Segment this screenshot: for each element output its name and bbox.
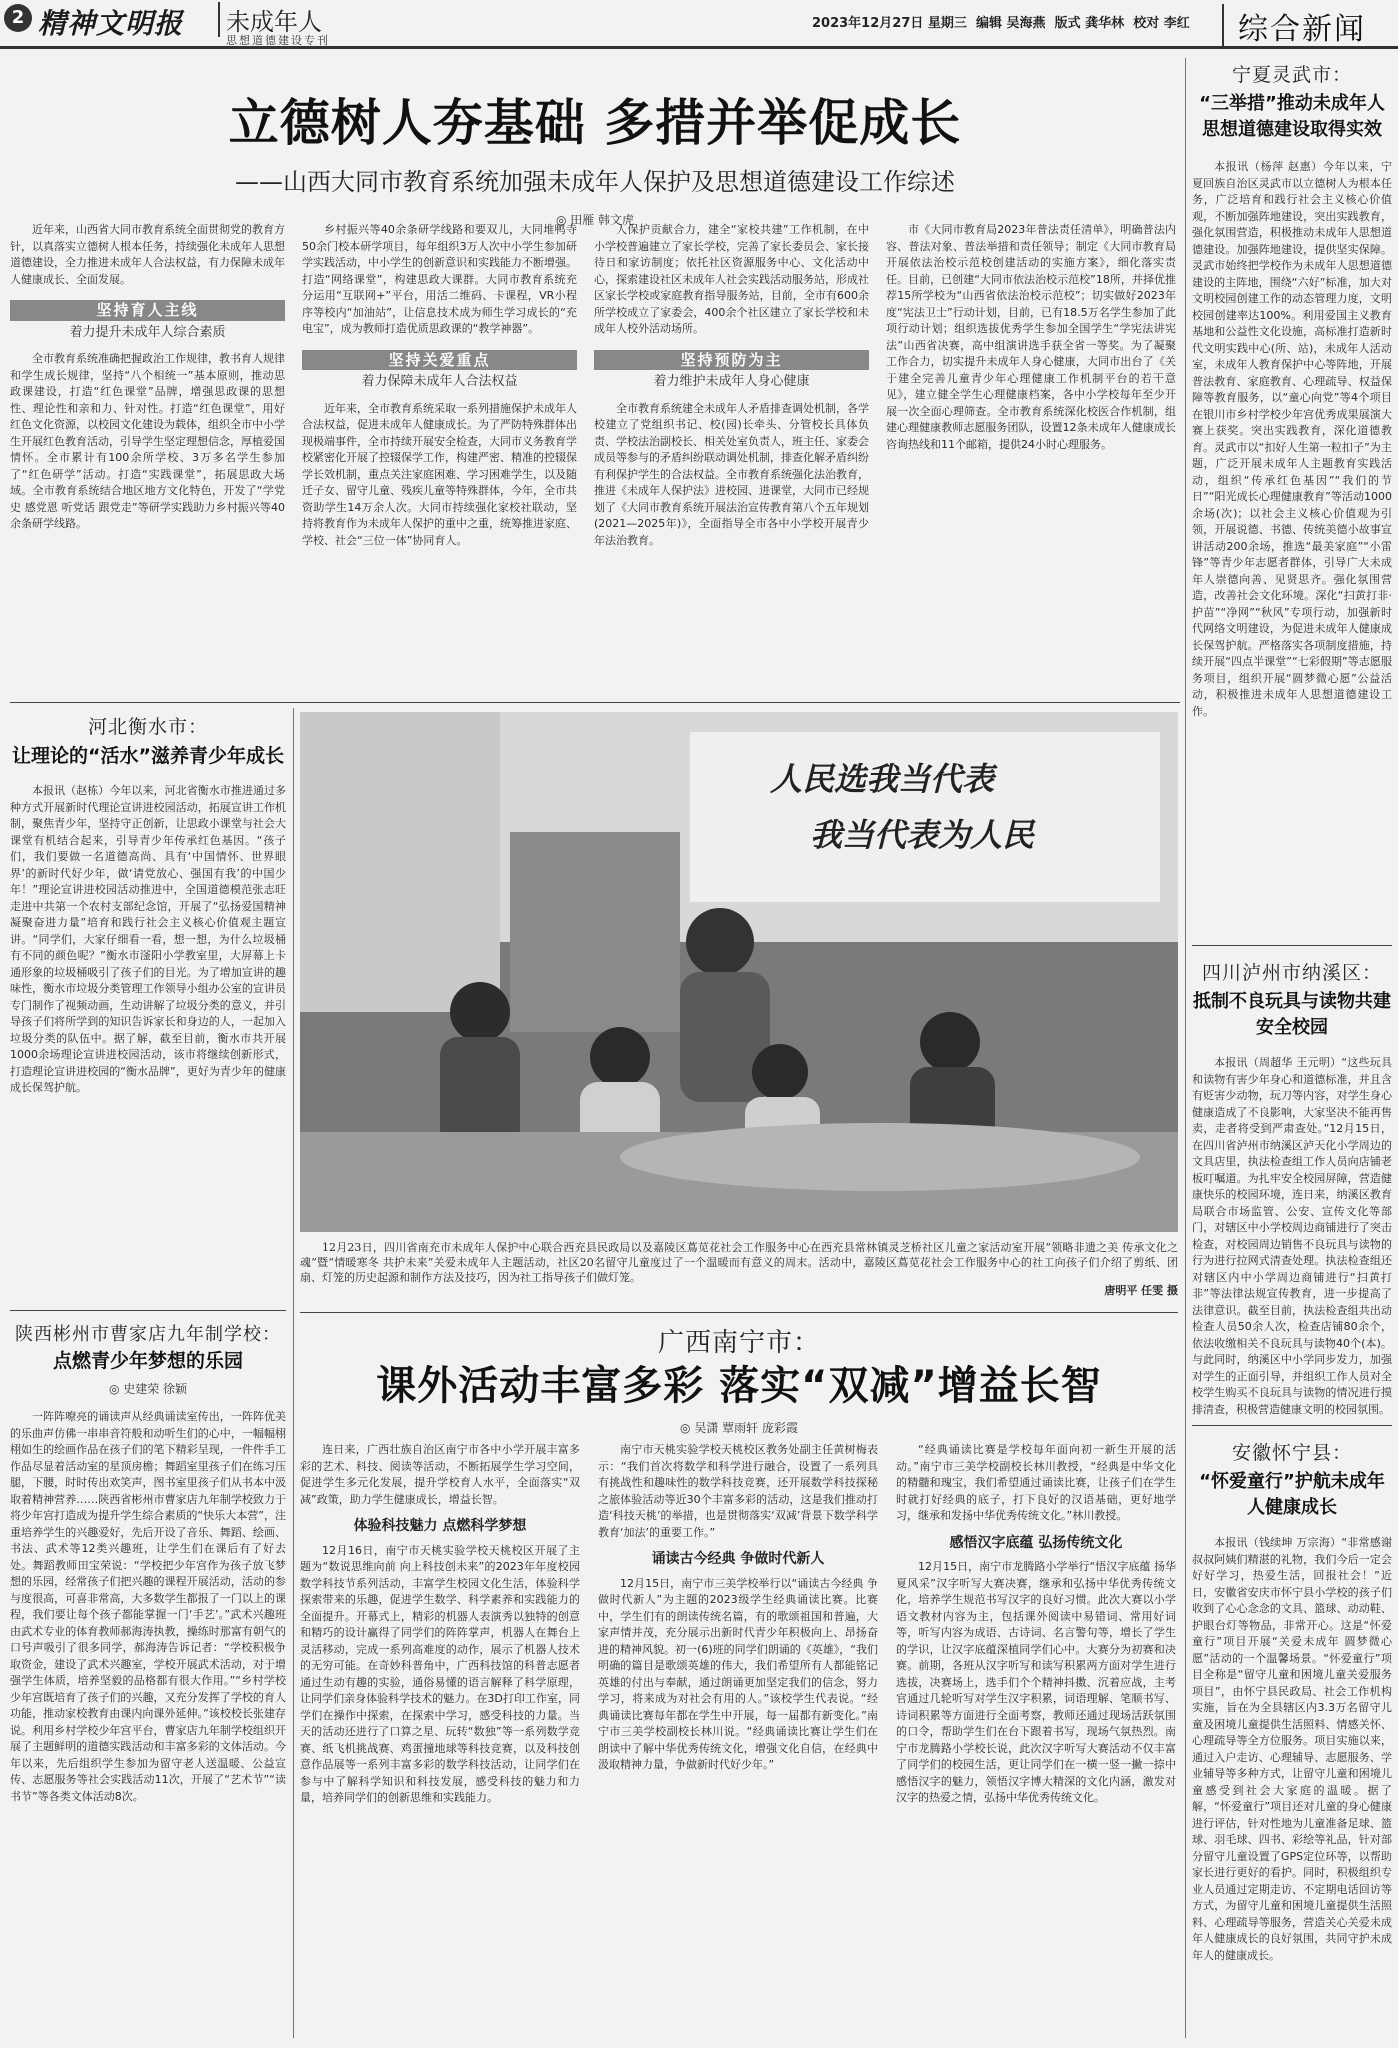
anhui-body: 本报讯（钱续坤 万宗海）“非常感谢叔叔阿姨们精湛的礼物，我们今后一定会好好学习，热爱生活，回报社会！”近日，安徽省安庆市怀宁县小学校的孩子们收到了心心念念的文具、篮球、动动鞋、护眼台灯等物品，非常开心。这是“怀爱童行”项目开展“关爱未成年 圆梦微心愿”活动的一个温馨场景。“怀爱童行”项目全称是“留守儿童和困境儿童关爱服务项目”，由怀宁县民政局、社会工作机构实施，旨在为全县辖区内3.3万名留守儿童及困境儿童提供生活照料、情感关怀、心理疏导等全方位服务。项目实施以来，通过入户走访、心理辅导、志愿服务、学业辅导等多种方式，让留守儿童和困境儿童感受到社会大家庭的温暖。据了解，“怀爱童行”项目还对儿童的身心健康进行评估，针对性地为儿童准备足球、篮球、羽毛球、四书、彩绘等礼品，针对部分留守儿童设置了GPS定位环等，以帮助家长进行更好的看护。同时，积极组织专业人员通过定期走访、不定期电话回访等方式，为留守儿童和困境儿童提供生活照料、心理疏导等服务，营造关心关爱未成年人健康成长的良好氛围，共同守护未成年人的健康成长。 — [1192, 1536, 1392, 1962]
guangxi-col-1: 连日来，广西壮族自治区南宁市各中小学开展丰富多彩的艺术、科技、阅读等活动，不断拓展学生学习空间，促进学生多元化发展，提升学校育人水平，全面落实“双减”政策，助力学生健康成长，增益长智。 体验科技魅力 点燃科学梦想 12月16日，南宁市天桃实验学校天桃校区开展了主题为“数说思维向前 向上科技创未来”的2023年年度校园数学科技节系列活动，丰富学生校园文化生活，体验科学探索带来的乐趣，促进学生数学、科学素养和实践能力的全面提升。开幕式上，精彩的机器人表演秀以独特的创意和精巧的设计赢得了同学们的阵阵掌声，机器人在舞台上灵活移动，完成一系列高难度的动作，展示了机器人技术的无穷可能。在奇妙科普角中，广西科技馆的科普志愿者通过生动有趣的实验，通俗易懂的语言解释了科学原理，让同学们亲身体验科学技术的魅力。在3D打印工作室，同学们在操作中探索，在探索中学习，感受科技的力量。当天的活动还进行了口算之星、玩转“数独”等一系列数学竞赛、纸飞机挑战赛、鸡蛋撞地球等科技竞赛，以及科技创意作品展等一系列丰富多彩的数学科技活动，让同学们在参与中了解科学知识和科技发展，感受科技的魅力和力量，培养同学们的创新思维和实践能力。 — [300, 1443, 580, 1804]
lead-col-1: 近年来，山西省大同市教育系统全面贯彻党的教育方针，以真落实立德树人根本任务，持续强化未成年人思想道德建设，全力推进未成年人合法权益，有力保障未成年人健康成长、全面发展。 坚持育人主线 着力提升未成年人综合素质 全市教育系统准确把握政治工作规律，教书育人规律和学生成长规律，坚持“八个相统一”基本原则，推动思政课建设，打造“红色课堂”品牌，增强思政课的思想性、理论性和亲和力、针对性。打造“红色课堂”，用好红色文化资源，以校园文化建设为载体，组织全市中小学生开展红色教育活动，引导学生坚定理想信念，厚植爱国情怀。全市累计有100余所学校、3万多名学生参加了“红色研学”活动。打造“实践课堂”，拓展思政大场域。全市教育系统结合地区地方文化特色，开发了“学党史 感党恩 听党话 跟党走”等研学实践助力乡村振兴等40余条研学线路。 — [10, 223, 285, 530]
anhui-article — [1192, 1438, 1392, 2038]
hebei-body: 本报讯（赵栋）今年以来，河北省衡水市推进通过多种方式开展新时代理论宣讲进校园活动，拓展宣讲工作机制，聚焦青少年，坚持守正创新，让思政小课堂与社会大课堂有机结合起来，引导青少年传承红色基因。“孩子们，我们要做一名道德高尚、具有‘中国情怀、世界眼界’的新时代好少年，做‘请党放心、强国有我’的中国少年！”理论宣讲进校园活动推进中，全国道德模范张志旺走进中共第一个农村支部纪念馆，开展了“弘扬爱国精神 凝聚奋进力量”培育和践行社会主义核心价值观主题宣讲。“同学们，大家仔细看一看，想一想，为什么垃圾桶有不同的颜色呢？”衡水市滏阳小学教室里，大屏幕上卡通形象的垃圾桶吸引了孩子们的目光。为了增加宣讲的趣味性，衡水市垃圾分类管理工作领导小组办公室的宣讲员专门制作了视频动画，生动讲解了垃圾分类的意义，并引导孩子们将所学到的知识告诉家长和身边的人，一起加入垃圾分类的队伍中。据了解，截至目前，衡水市共开展1000余场理论宣讲进校园活动，该市将继续创新形式，打造理论宣讲进校园的“衡水品牌”，更好为青少年的健康成长保驾护航。 — [10, 784, 286, 1094]
photo-credit: 唐明平 任雯 摄 — [1104, 1284, 1178, 1297]
photo-illustration — [300, 712, 1178, 1232]
sichuan-title: 抵制不良玩具与读物共建安全校园 — [1193, 991, 1391, 1038]
photo-banner-text-1: 人民选我当代表 — [770, 760, 995, 798]
masthead — [0, 0, 1398, 50]
shaanxi-body: 一阵阵嘹亮的诵读声从经典诵读室传出，一阵阵优美的乐曲声仿佛一串串音符般和动听生们的心中，一幅幅栩栩如生的绘画作品在孩子们的笔下精彩呈现，一件件手工作品尽显着活动室的星顶房檐；舞蹈室里孩子们在练习压腿，下腰，时时传出欢笑声，图书室里孩子们从书本中汲取着精神营养……陕西省彬州市曹家店九年制学校致力于将少年宫打造成为提升学生综合素质的“快乐大本营”，注重培养学生的兴趣爱好，先后开设了音乐、舞蹈、绘画、书法、武术等12类兴趣班，让学生们在课后有了好去处。舞蹈教师田宝荣说：“学校把少年宫作为孩子放飞梦想的乐园，经常孩子们把兴趣的课程开展活动，活动的参与度很高，可喜非常高，大多数学生都报了一门以上的课程，我们要让每个孩子都能掌握一门‘手艺’。”武术兴趣班由武术专业的体育教师郝海涛执教，操练时那富有朝气的口号声吸引了很多同学，郝海涛告诉记者：“学校积极争取资金，建设了武术兴趣室，学校开展武术活动，对于增强学生体质，培养坚毅的品格都有很大作用。”“乡村学校少年宫既培育了孩子们的兴趣，又充分发挥了学校的育人功能，推动家校教育由课内向课外延伸。”该校校长张建存说。利用乡村学校少年宫平台，曹家店九年制学校组织开展了主题鲜明的道德实践活动和丰富多彩的文体活动。今年以来，先后组织学生参加为留守老人送温暖、公益宣传、志愿服务等社会实践活动11次，开展了“艺术节”“读书节”等各类文体活动8次。 — [10, 1410, 286, 1803]
anhui-title: “怀爱童行”护航未成年人健康成长 — [1199, 1471, 1385, 1518]
lead-title: 立德树人夯基础 多措并举促成长 — [228, 94, 962, 152]
photo-banner-text-2: 我当代表为人民 — [810, 816, 1035, 854]
page-number-badge: 2 — [4, 4, 32, 32]
lead-section-1-subtitle: 着力提升未成年人综合素质 — [69, 324, 226, 340]
guangxi-subhead-3: 感悟汉字底蕴 弘扬传统文化 — [949, 1534, 1123, 1551]
ningxia-body: 本报讯（杨萍 赵惠）今年以来，宁夏回族自治区灵武市以立德树人为根本任务，广泛培育和践行社会主义核心价值观，不断加强阵地建设，突出实践教育，强化氛围营造，积极推动未成年人思想道德建设。加强阵地建设，提供坚实保障。灵武市始终把学校作为未成年人思想道德建设的主阵地，围绕“六好”标准，加大对文明校园创建工作的动态管理力度，文明校园创建率达100%。利用爱国主义教育基地和公益性文化设施，高标准打造新时代文明实践中心(所、站)，未成年人活动室，未成年人教育保护中心等阵地，开展普法教育、家庭教育、心理疏导、权益保障等教育服务，以“童心向党”等4个项目在银川市乡村学校少年宫优秀成果展演大赛上获奖。突出实践教育，深化道德教育。灵武市以“扣好人生第一粒扣子”为主题，广泛开展未成年人主题教育实践活动，组织“传承红色基因”“我们的节日”“阳光成长心理健康教育”等活动1000余场(次)；以社会主义核心价值观为引领，开展说德、书德、传统美德小故事宣讲活动200余场，推选“最美家庭”“小雷锋”等青少年志愿者群体，引导广大未成年人崇德向善、见贤思齐。强化氛围营造，改善社会文化环境。深化“扫黄打非·护苗”“净网”“秋风”专项行动，加强新时代网络文明建设，为促进未成年人健康成长保驾护航。严格落实各项制度措施，持续开展“四点半课堂”“七彩假期”等志愿服务项目，组织开展“圆梦微心愿”公益活动，积极推进未成年人思想道德建设工作。 — [1192, 160, 1392, 718]
guangxi-col-3: “经典诵读比赛是学校每年面向初一新生开展的活动。”南宁市三美学校副校长林川教授，“经典是中华文化的精髓和瑰宝，我们希望通过诵读比赛，让孩子们在学生时就打好经典的底子，打下良好的汉语基础，更好地学习，继承和发扬中华优秀传统文化。”林川教授。 感悟汉字底蕴 弘扬传统文化 12月15日，南宁市龙腾路小学举行“悟汉字底蕴 扬华夏风采”汉字听写大赛决赛，继承和弘扬中华优秀传统文化，培养学生规范书写汉字的良好习惯。此次大赛以小学语文教材内容为主，包括课外阅读中易错词、常用好词等，听写内容为成语、古诗词、名言警句等，增长了学生的学识，让汉字底蕴深植同学们心中。大赛分为初赛和决赛。前期，各班从汉字听写和读写积累两方面对学生进行选拔，决赛场上，选手们个个精神抖擞、沉着应战，主考官通过几轮听写对学生汉字积累，词语理解、笔顺书写、诗词积累等方面进行全面考察，教师还通过现场活跃氛围的口令，帮助学生们在台下跟着书写，现场气氛热烈。南宁市龙腾路小学校长说，此次汉字听写大赛活动不仅丰富了同学们的校园生活，更让同学们在一横一竖一撇一捺中感悟汉字的魅力，领悟汉字博大精深的文化内涵，激发对汉字的热爱之情，弘扬中华优秀传统文化。 — [896, 1443, 1176, 1804]
hebei-title: 让理论的“活水”滋养青少年成长 — [12, 745, 284, 767]
lead-section-1-title: 坚持育人主线 — [10, 300, 285, 321]
section-name: 综合新闻 — [1222, 4, 1366, 48]
lead-section-3-title: 坚持预防为主 — [594, 350, 869, 371]
guangxi-subhead-2: 诵读古今经典 争做时代新人 — [651, 1551, 825, 1567]
ningxia-title: “三举措”推动未成年人思想道德建设取得实效 — [1199, 93, 1385, 140]
guangxi-byline: ◎ 吴潇 覃雨轩 庞彩霞 — [680, 1421, 798, 1435]
anhui-kicker: 安徽怀宁县： — [1231, 1442, 1352, 1464]
shaanxi-title: 点燃青少年梦想的乐园 — [52, 1350, 243, 1372]
shaanxi-kicker: 陕西彬州市曹家店九年制学校： — [15, 1324, 281, 1345]
guangxi-title: 课外活动丰富多彩 落实“双减”增益长智 — [376, 1363, 1102, 1409]
lead-col-3: 人保护贡献合力，建全“家校共建”工作机制，在中小学校普遍建立了家长学校，完善了家长委员会、家长接待日和家访制度；依托社区资源服务中心、文化活动中心，探索建设社区未成年人社会实践活动服务站，形成社区家长学校或家庭教育指导服务站，目前，全市有600余所学校成立了家委会，400余个社区建立了家长学校和未成年人校外活动场所。 坚持预防为主 着力维护未成年人身心健康 全市教育系统建全未成年人矛盾排查调处机制，各学校建立了党组织书记、校(园)长牵头、分管校长具体负责、学校法治副校长、相关处室负责人，班主任、家委会成员等参与的矛盾纠纷联动调处机制，排查化解矛盾纠纷有利保护学生的合法权益。全市教育系统强化法治教育，推进《未成年人保护法》进校园、进课堂，大同市已经规划了《大同市教育系统开展法治宣传教育第八个五年规划(2021—2025年)》，全面指导全市各中小学校开展青少年法治教育。 — [594, 223, 869, 547]
sichuan-article — [1192, 958, 1392, 1418]
lead-section-2-subtitle: 着力保障未成年人合法权益 — [361, 374, 518, 389]
lead-col-2: 乡村振兴等40余条研学线路和要双儿，大同堆鸭寺50余门校本研学项目，每年组织3万人次中小学生参加研学实践活动，中小学生的创新意识和实践能力不断增强。打造“网络课堂”，构建思政大课群。大同市教育系统充分运用“互联网+”平台，用活二维码、卡课程，VR小程序等校内“加油站”，让信息技术成为师生学习成长的“充电宝”，成为教师打造优质思政课的“教学神器”。 坚持关爱重点 着力保障未成年人合法权益 近年来，全市教育系统采取一系列措施保护未成年人合法权益，促进未成年人健康成长。为了严防特殊群体出现极端事件，全市持续开展安全检查，大同市义务教育学校紧密化开展了控辍保学工作，构建严密、精准的控辍保学长效机制，重点关注家庭困难、学习困难学生，以及随迁子女、留守儿童、残疾儿童等特殊群体，今年，全市共资助学生14万余人次。大同市持续强化家校社联动，坚持将教育作为未成年人保护的重中之重，统筹推进家庭、学校、社会“三位一体”协同育人。 — [302, 223, 577, 547]
ningxia-article — [1192, 60, 1392, 940]
hebei-kicker: 河北衡水市： — [87, 716, 208, 738]
lead-section-2-title: 坚持关爱重点 — [302, 350, 577, 371]
ningxia-kicker: 宁夏灵武市： — [1231, 64, 1352, 86]
lead-article — [10, 60, 1180, 700]
guangxi-col-2: 南宁市天桃实验学校天桃校区教务处副主任黄树梅表示：“我们首次将数学和科学进行融合，设置了一系列具有挑战性和趣味性的数学科技竞赛，还开展数学科技探秘之旅体验活动等近30个丰富多彩的活动，这是我们推动打造‘科技天桃’的举措，也是贯彻落实‘双减’背景下数学科学教育‘加法’的重要工作。” 诵读古今经典 争做时代新人 12月15日，南宁市三美学校举行以“诵读古今经典 争做时代新人”为主题的2023级学生经典诵读比赛。比赛中，学生们有的朗读传统名篇，有的歌颂祖国和普遍，大家声情并茂，充分展示出新时代青少年积极向上、昂扬奋进的精神风貌。初一(6)班的同学们朗诵的《英雄》，“我们明确的篇目是歌颂英雄的伟大，我们希望所有人都能铭记英雄的付出与奉献，通过朗诵更加坚定我们的信念，努力学习，将来成为对社会有用的人。”该校学生代表说。“经典诵读比赛每年都在学生中开展，每一届都有新变化。”南宁市三美学校副校长林川说。“经典诵读比赛让学生们在朗读中了解中华优秀传统文化，增强文化自信，在经典中汲取精神力量，争做新时代好少年。” — [598, 1443, 878, 1771]
sichuan-body: 本报讯（周超华 王元明）“这些玩具和读物有害少年身心和道德标准，并且含有贬害少动物，玩刀等内容，对学生身心健康造成了不良影响，大家坚决不能再售卖，走者将受到严肃查处。”12月15日，在四川省泸州市纳溪区泸天化小学周边的文具店里，执法检查组工作人员向店铺老板叮嘱道。为扎牢安全校园屏障，营造健康快乐的校园环境，连日来，纳溪区教育局联合市场监管、公安、宣传文化等部门，对辖区中小学校周边商铺进行了突击检查，对校园周边销售不良玩具与读物的行为进行拉网式清查处理。执法检查组还对辖区内中小学周边商铺进行“扫黄打非”等法律法规宣传教育，进一步提高了法律意识。截至目前，执法检查组共出动检查人员50余人次，检查店铺80余个，依法收缴相关不良玩具与读物40个(本)。与此同时，纳溪区中小学同步发力，加强对学生的正面引导，并组织工作人员对全校学生购买不良玩具与读物的情况进行摸排清查，积极营造健康文明的校园氛围。 — [1192, 1056, 1392, 1416]
lead-col-4: 市《大同市教育局2023年普法责任清单》，明确普法内容、普法对象、普法举措和责任领导；制定《大同市教育局开展依法治校示范校创建活动的实施方案》，细化落实责任。目前，已创建“大同市依法治校示范校”18所，并择优推荐15所学校为“山西省依法治校示范校”；切实做好2023年度“宪法卫士”行动计划，目前，已有18.5万名学生参加了此项行动计划；组织选拔优秀学生参加全国学生“学宪法讲宪法”山西省决赛，高中组演讲选手获全省一等奖。为了凝聚工作合力，切实提升未成年人身心健康，大同市出台了《关于建全完善儿童青少年心理健康工作机制平台的若干意见》，建立健全学生心理健康档案，各中小学校每年至少开展一次全面心理筛查。全市教育系统深化校医合作机制，组建心理健康教师志愿服务团队，设置12条未成年人健康成长咨询热线和11个邮箱，提供24小时心理服务。 — [886, 223, 1176, 451]
lead-byline: ◎ 田雁 韩文虎 — [555, 213, 635, 227]
guangxi-subhead-1: 体验科技魅力 点燃科学梦想 — [353, 1518, 527, 1534]
guangxi-kicker: 广西南宁市： — [657, 1328, 820, 1358]
shaanxi-article — [10, 1320, 286, 2038]
lead-section-3-subtitle: 着力维护未成年人身心健康 — [653, 374, 810, 389]
photo-caption: 12月23日，四川省南充市未成年人保护中心联合西充县民政局以及嘉陵区蔦苋花社会工作服务中心在西充县常林镇灵芝桥社区儿童之家活动室开展“领略非遗之美 传承文化之魂”暨“情暖寒冬 共护未来”关爱未成年人主题活动，社区20名留守儿童度过了一个温暖而有意义的周末。活动中，嘉陵区蔦苋花社会工作服务中心的社工向孩子们介绍了剪纸、团扇、灯笼的历史起源和制作方法及技巧，因为社工指导孩子们做灯笼。 唐明平 任雯 摄 — [300, 1241, 1178, 1297]
supplement-subtitle: 思想道德建设专刊 — [226, 34, 330, 47]
paper-logo: 精神文明报 — [38, 7, 184, 40]
sichuan-kicker: 四川泸州市纳溪区： — [1201, 962, 1382, 984]
hebei-article — [10, 712, 286, 1302]
news-photo — [300, 712, 1178, 1232]
shaanxi-byline: ◎ 史建荣 徐颖 — [108, 1382, 188, 1396]
issue-info: 2023年12月27日 星期三 编辑 吴海燕 版式 龚华林 校对 李红 — [812, 16, 1190, 31]
guangxi-article — [300, 1322, 1178, 2038]
supplement-name: 未成年人 — [218, 2, 322, 37]
lead-subtitle: ——山西大同市教育系统加强未成年人保护及思想道德建设工作综述 — [235, 168, 955, 196]
